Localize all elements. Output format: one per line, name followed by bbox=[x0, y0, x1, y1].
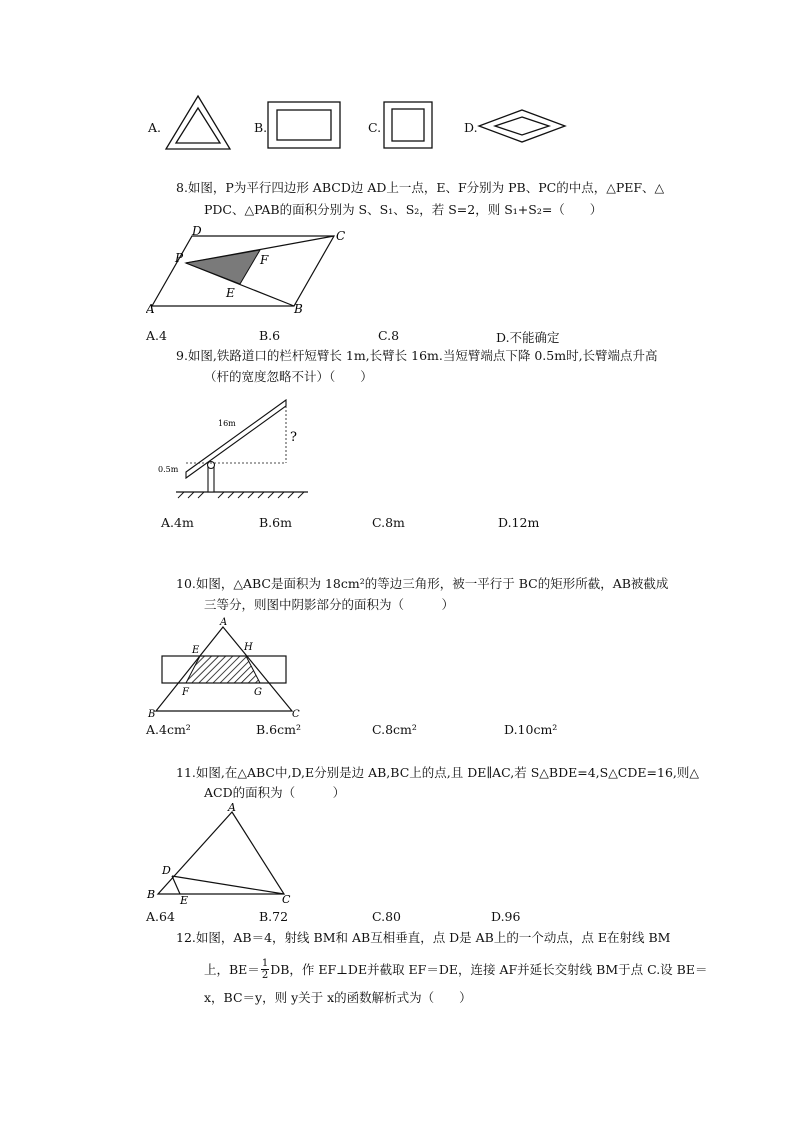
q7-square-frame-figure bbox=[382, 100, 434, 150]
q10-option-c: C.8cm² bbox=[372, 722, 417, 737]
q10-label-f: F bbox=[182, 687, 189, 698]
q9-railway-barrier-figure bbox=[156, 390, 316, 500]
q8-option-a: A.4 bbox=[146, 328, 167, 343]
q12-text-line2 bbox=[204, 958, 707, 981]
q12-line2-part-b: DB，作 EF⊥DE并截取 EF＝DE，连接 AF并延长交射线 BM于点 C.设 BE＝ bbox=[270, 961, 708, 977]
q8-parallelogram-figure bbox=[146, 224, 356, 318]
q10-text-line1: 10.如图，△ABC是面积为 18cm²的等边三角形，被一平行于 BC的矩形所截，AB被截成 bbox=[176, 576, 669, 591]
q11-label-b: B bbox=[147, 888, 156, 901]
q7-option-b-label: B. bbox=[254, 120, 268, 135]
q8-label-a: A bbox=[146, 302, 155, 316]
q11-triangle-figure bbox=[146, 800, 296, 906]
q9-option-c: C.8m bbox=[372, 515, 405, 530]
q7-rhombus-frame-figure bbox=[477, 108, 567, 144]
q9-option-d: D.12m bbox=[498, 515, 540, 530]
q9-label-question: ? bbox=[290, 430, 297, 445]
q9-option-b: B.6m bbox=[259, 515, 292, 530]
q7-option-c-label: C. bbox=[368, 120, 382, 135]
q7-option-a-label: A. bbox=[148, 120, 162, 135]
q8-label-p: P bbox=[175, 251, 184, 265]
q8-option-c: C.8 bbox=[378, 328, 400, 343]
q10-label-g: G bbox=[254, 687, 262, 698]
q10-label-h: H bbox=[244, 642, 253, 653]
q8-label-c: C bbox=[336, 229, 346, 243]
q8-text-line1: 8.如图，P为平行四边形 ABCD边 AD上一点，E、F分别为 PB、PC的中点，△PEF、△ bbox=[176, 180, 665, 195]
q11-option-a: A.64 bbox=[146, 909, 175, 924]
q8-label-d: D bbox=[192, 224, 202, 238]
q10-label-b: B bbox=[148, 709, 156, 719]
q8-text-line2: PDC、△PAB的面积分别为 S、S₁、S₂，若 S=2，则 S₁+S₂=（ ） bbox=[204, 202, 603, 217]
q12-fraction-numerator: 1 bbox=[261, 958, 269, 969]
q10-triangle-rectangle-figure bbox=[146, 615, 306, 719]
q11-option-c: C.80 bbox=[372, 909, 401, 924]
q12-line2-part-a: 上，BE＝ bbox=[204, 961, 260, 977]
q7-option-d-label: D. bbox=[464, 120, 478, 135]
q11-label-d: D bbox=[162, 864, 171, 877]
q12-fraction-denominator: 2 bbox=[261, 970, 269, 981]
q11-label-e: E bbox=[180, 894, 189, 906]
q12-text-line3: x，BC＝y，则 y关于 x的函数解析式为（ ） bbox=[204, 990, 472, 1005]
q9-option-a: A.4m bbox=[161, 515, 194, 530]
q9-text-line2: （杆的宽度忽略不计）（ ） bbox=[204, 369, 373, 384]
q7-rectangle-frame-figure bbox=[266, 100, 342, 150]
q10-text-line2: 三等分，则图中阴影部分的面积为（ ） bbox=[204, 597, 455, 612]
q11-text-line2: ACD的面积为（ ） bbox=[204, 785, 346, 800]
q10-label-e: E bbox=[192, 645, 200, 656]
q11-option-b: B.72 bbox=[259, 909, 289, 924]
q9-label-long-arm: 16m bbox=[218, 419, 236, 428]
q8-label-e: E bbox=[226, 286, 235, 300]
q10-label-c: C bbox=[292, 709, 300, 719]
q9-label-short-drop: 0.5m bbox=[158, 465, 179, 474]
q12-fraction-half bbox=[261, 958, 269, 981]
q12-text-line1: 12.如图，AB＝4，射线 BM和 AB互相垂直，点 D是 AB上的一个动点，点 E在射线 BM bbox=[176, 930, 671, 945]
q11-label-a: A bbox=[228, 801, 236, 814]
q8-label-b: B bbox=[294, 302, 303, 316]
q9-text-line1: 9.如图,铁路道口的栏杆短臂长 1m,长臂长 16m.当短臂端点下降 0.5m时,长臂端点升高 bbox=[176, 348, 658, 363]
q8-label-f: F bbox=[260, 253, 269, 267]
q10-label-a: A bbox=[220, 617, 228, 628]
q8-option-d: D.不能确定 bbox=[496, 330, 560, 345]
q10-option-a: A.4cm² bbox=[146, 722, 191, 737]
q11-text-line1: 11.如图,在△ABC中,D,E分别是边 AB,BC上的点,且 DE∥AC,若 S△BDE=4,S△CDE=16,则△ bbox=[176, 765, 699, 780]
q8-option-b: B.6 bbox=[259, 328, 281, 343]
q10-option-b: B.6cm² bbox=[256, 722, 301, 737]
q10-option-d: D.10cm² bbox=[504, 722, 558, 737]
q7-triangle-frame-figure bbox=[164, 94, 232, 152]
q11-label-c: C bbox=[282, 893, 291, 906]
q11-option-d: D.96 bbox=[491, 909, 521, 924]
